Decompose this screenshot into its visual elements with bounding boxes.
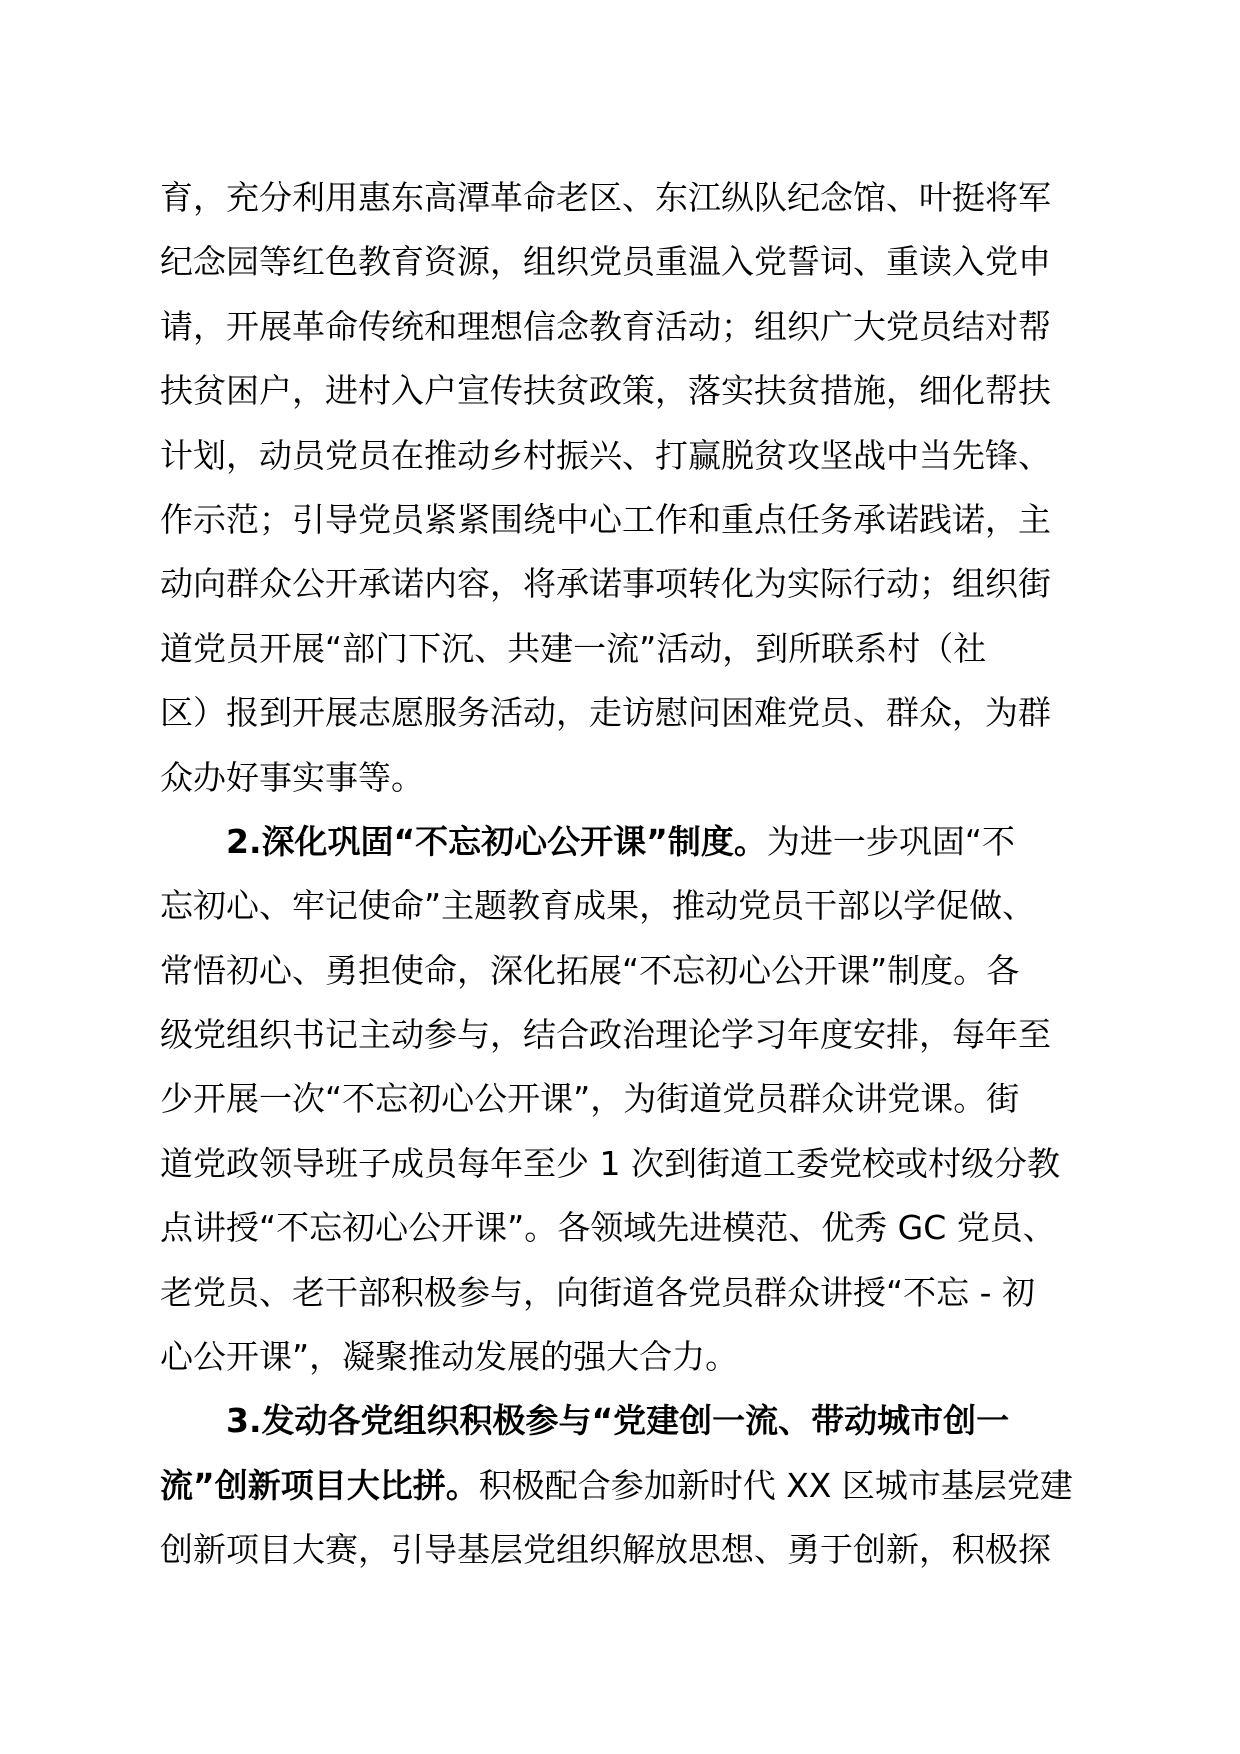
- section-3-heading-line1: 3.发动各党组织积极参与“党建创一流、带动城市创一: [226, 1401, 1010, 1441]
- text-line: 常悟初心、勇担使命，深化拓展“不忘初心公开课”制度。各: [160, 950, 1020, 990]
- text-line: 点讲授“不忘初心公开课”。各领域先进模范、优秀 GC 党员、: [160, 1208, 1056, 1248]
- text-line: 忘初心、牢记使命”主题教育成果，推动党员干部以学促做、: [160, 886, 1036, 926]
- section-2-text: 为进一步巩固“不: [766, 821, 1015, 861]
- text-line: 少开展一次“不忘初心公开课”，为街道党员群众讲党课。街: [160, 1079, 1020, 1119]
- text-line: 扶贫困户，进村入户宣传扶贫政策，落实扶贫措施，细化帮扶: [160, 371, 1051, 411]
- section-2-heading: 2.深化巩固“不忘初心公开课”制度。: [226, 821, 767, 861]
- text-line: 心公开课”，凝聚推动发展的强大合力。: [160, 1337, 739, 1377]
- text-line: 纪念园等红色教育资源，组织党员重温入党誓词、重读入党申: [160, 242, 1051, 282]
- text-line: 请，开展革命传统和理想信念教育活动；组织广大党员结对帮: [160, 306, 1051, 346]
- text-line: 老党员、老干部积极参与，向街道各党员群众讲授“不忘 - 初: [160, 1272, 1035, 1312]
- text-line: 道党政领导班子成员每年至少 1 次到街道工委党校或村级分教: [160, 1143, 1060, 1183]
- section-2-first-line: [160, 810, 1090, 874]
- text-line: 级党组织书记主动参与，结合政治理论学习年度安排，每年至: [160, 1015, 1051, 1055]
- text-line: 计划，动员党员在推动乡村振兴、打赢脱贫攻坚战中当先锋、: [160, 435, 1051, 475]
- document-page: [160, 166, 1090, 1583]
- section-3-heading-end: 流”创新项目大比拼。: [160, 1465, 479, 1505]
- text-line: 众办好事实事等。: [160, 757, 424, 797]
- text-line: 育，充分利用惠东高潭革命老区、东江纵队纪念馆、叶挺将军: [160, 178, 1051, 217]
- text-line: 区）报到开展志愿服务活动，走访慰问困难党员、群众，为群: [160, 693, 1051, 733]
- text-line: 道党员开展“部门下沉、共建一流”活动，到所联系村（社: [160, 628, 987, 668]
- text-line: 动向群众公开承诺内容，将承诺事项转化为实际行动；组织街: [160, 564, 1051, 604]
- text-line: 创新项目大赛，引导基层党组织解放思想、勇于创新，积极探: [160, 1530, 1051, 1570]
- section-3-text: 积极配合参加新时代 XX 区城市基层党建: [478, 1465, 1073, 1505]
- text-line: 作示范；引导党员紧紧围绕中心工作和重点任务承诺践诺，主: [160, 499, 1051, 539]
- section-3-second-line: [160, 1454, 1090, 1518]
